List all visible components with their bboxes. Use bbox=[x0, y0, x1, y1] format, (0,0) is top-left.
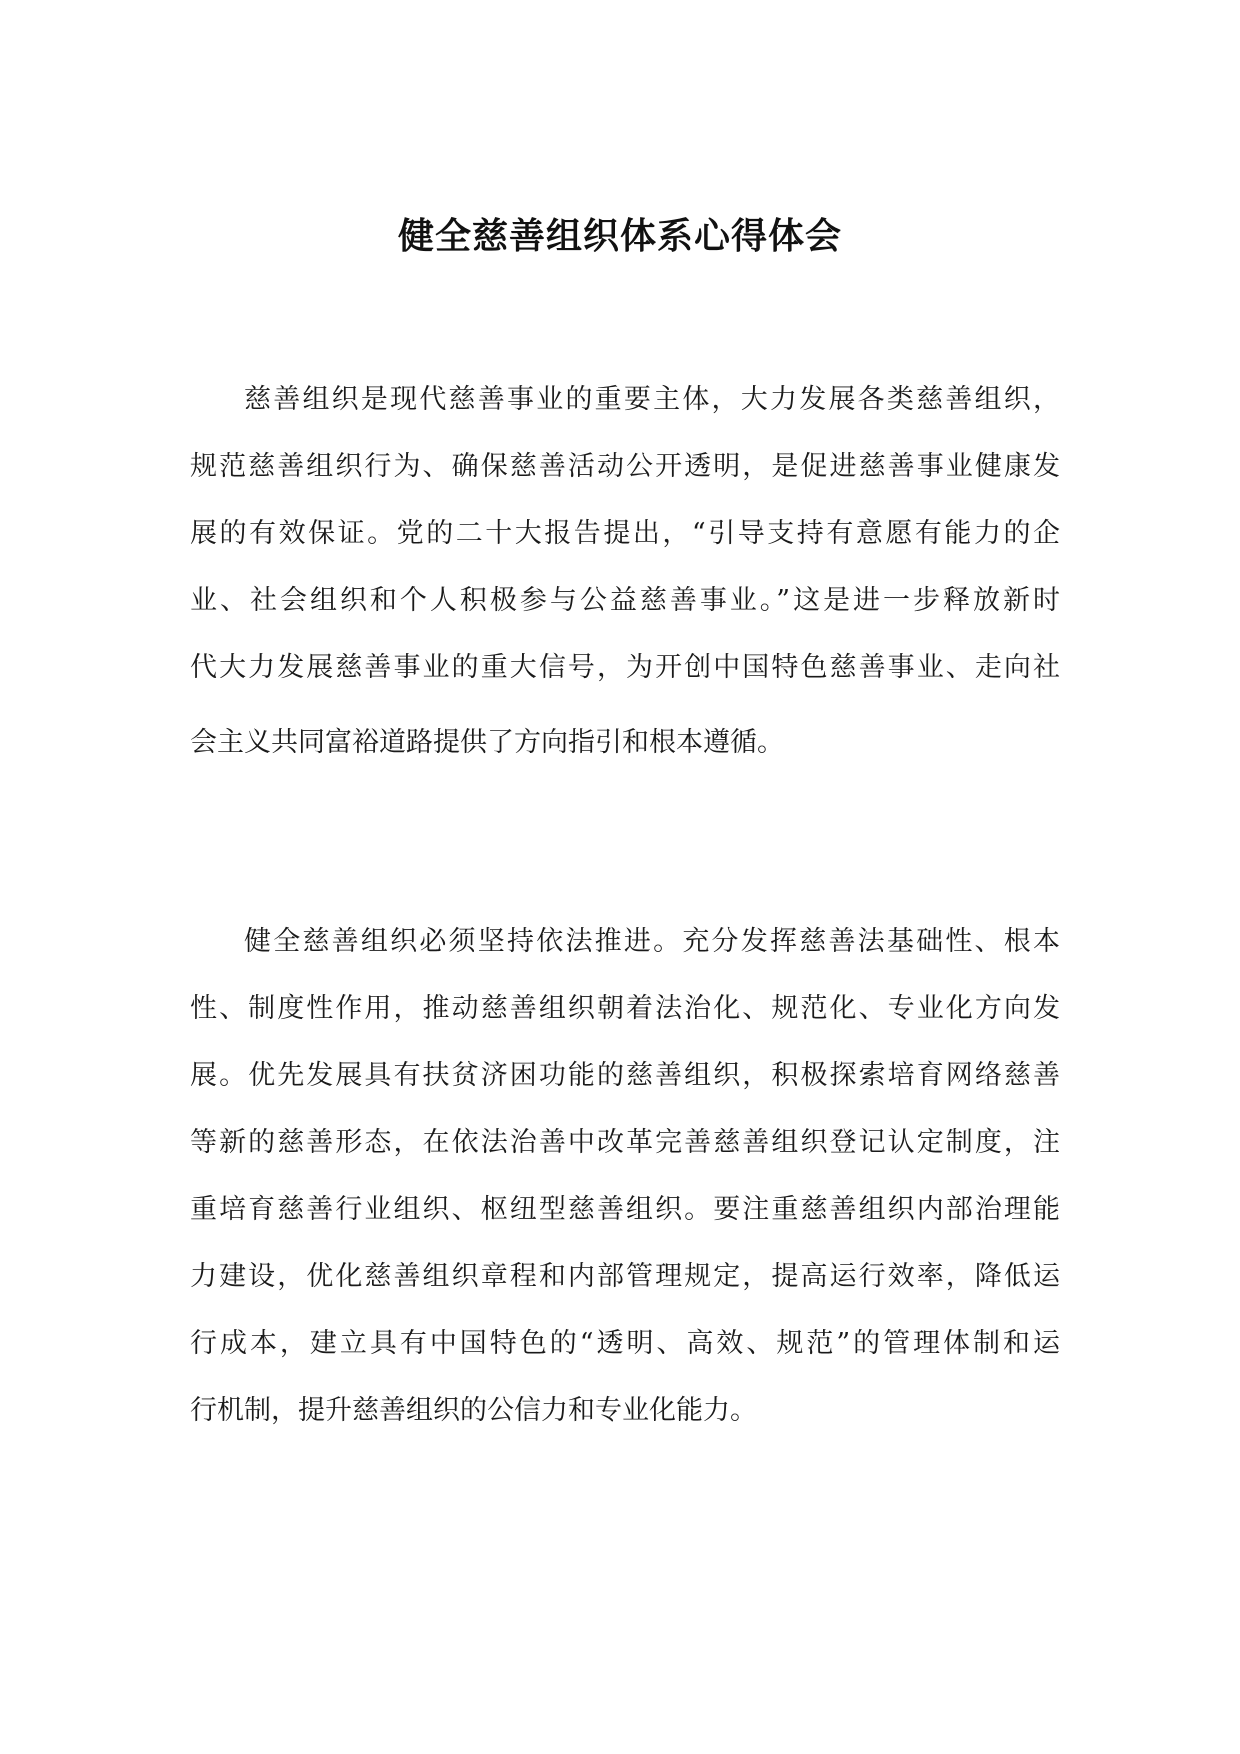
paragraph-line: 行成本，建立具有中国特色的“透明、高效、规范”的管理体制和运 bbox=[190, 1328, 1060, 1359]
paragraph-line: 展的有效保证。党的二十大报告提出，“引导支持有意愿有能力的企 bbox=[190, 518, 1060, 549]
paragraph-line: 展。优先发展具有扶贫济困功能的慈善组织，积极探索培育网络慈善 bbox=[190, 1060, 1060, 1091]
paragraph-line: 健全慈善组织必须坚持依法推进。充分发挥慈善法基础性、根本 bbox=[244, 926, 1060, 957]
paragraph-line: 行机制，提升慈善组织的公信力和专业化能力。 bbox=[190, 1395, 757, 1426]
paragraph-line: 会主义共同富裕道路提供了方向指引和根本遵循。 bbox=[190, 727, 784, 758]
paragraph-line: 业、社会组织和个人积极参与公益慈善事业。”这是进一步释放新时 bbox=[190, 585, 1060, 616]
paragraph-line: 重培育慈善行业组织、枢纽型慈善组织。要注重慈善组织内部治理能 bbox=[190, 1194, 1060, 1225]
paragraph-1 bbox=[190, 366, 1060, 776]
paragraph-line: 性、制度性作用，推动慈善组织朝着法治化、规范化、专业化方向发 bbox=[190, 993, 1060, 1024]
paragraph-line: 慈善组织是现代慈善事业的重要主体，大力发展各类慈善组织， bbox=[244, 384, 1060, 415]
document-title: 健全慈善组织体系心得体会 bbox=[397, 216, 842, 257]
paragraph-2 bbox=[190, 908, 1060, 1444]
paragraph-line: 等新的慈善形态，在依法治善中改革完善慈善组织登记认定制度，注 bbox=[190, 1127, 1060, 1158]
paragraph-line: 代大力发展慈善事业的重大信号，为开创中国特色慈善事业、走向社 bbox=[190, 652, 1060, 683]
paragraph-line: 力建设，优化慈善组织章程和内部管理规定，提高运行效率，降低运 bbox=[190, 1261, 1060, 1292]
paragraph-line: 规范慈善组织行为、确保慈善活动公开透明，是促进慈善事业健康发 bbox=[190, 451, 1060, 482]
